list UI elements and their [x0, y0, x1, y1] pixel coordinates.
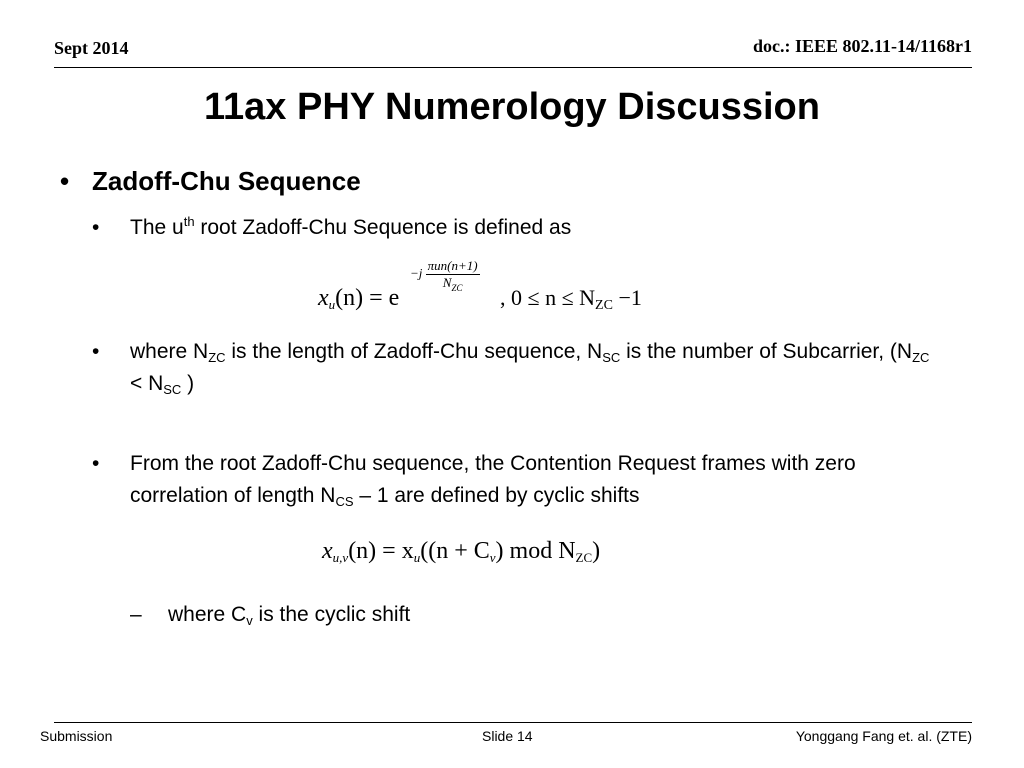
header-doc-id: doc.: IEEE 802.11-14/1168r1 [752, 36, 972, 56]
bullet-dot: • [60, 166, 70, 196]
footer-slide-number: Slide 14 [482, 728, 533, 744]
footer-author: Yonggang Fang et. al. (ZTE) [795, 728, 972, 744]
slide-title: 11ax PHY Numerology Discussion [204, 86, 820, 128]
header-date: Sept 2014 [54, 38, 129, 58]
footer-rule [54, 722, 972, 723]
footer-submission: Submission [40, 728, 113, 744]
bullet-dot: • [92, 216, 100, 239]
bullet-label: Zadoff-Chu Sequence [92, 166, 361, 196]
bullet-dot: • [92, 340, 100, 363]
sub-bullet-text: The $u^{th}$ root Zadoff-Chu Sequence is defined as [130, 214, 572, 239]
bullet-dot: • [92, 452, 100, 475]
sub-sub-bullet-text: where $C_v$ is the cyclic shift [168, 603, 411, 628]
equation-cyclic-shift: $x_{u,v}(n) = x_u((n + C_v)$ mod $N_{ZC}$) [322, 538, 601, 565]
sub-bullet-text: where $N_{ZC}$ is the length of Zadoff-Chu sequence, $N_{SC}$ is the number of Subcarrier, ($N_{ZC} < N_{SC}$ ) [130, 340, 930, 397]
header-rule [54, 67, 972, 68]
sub-bullet-text: From the root Zadoff-Chu sequence, the Contention Request frames with zero correlation of length $N_{CS} - 1$ are defined by cyclic shifts [130, 452, 856, 509]
dash-marker: – [130, 603, 142, 626]
